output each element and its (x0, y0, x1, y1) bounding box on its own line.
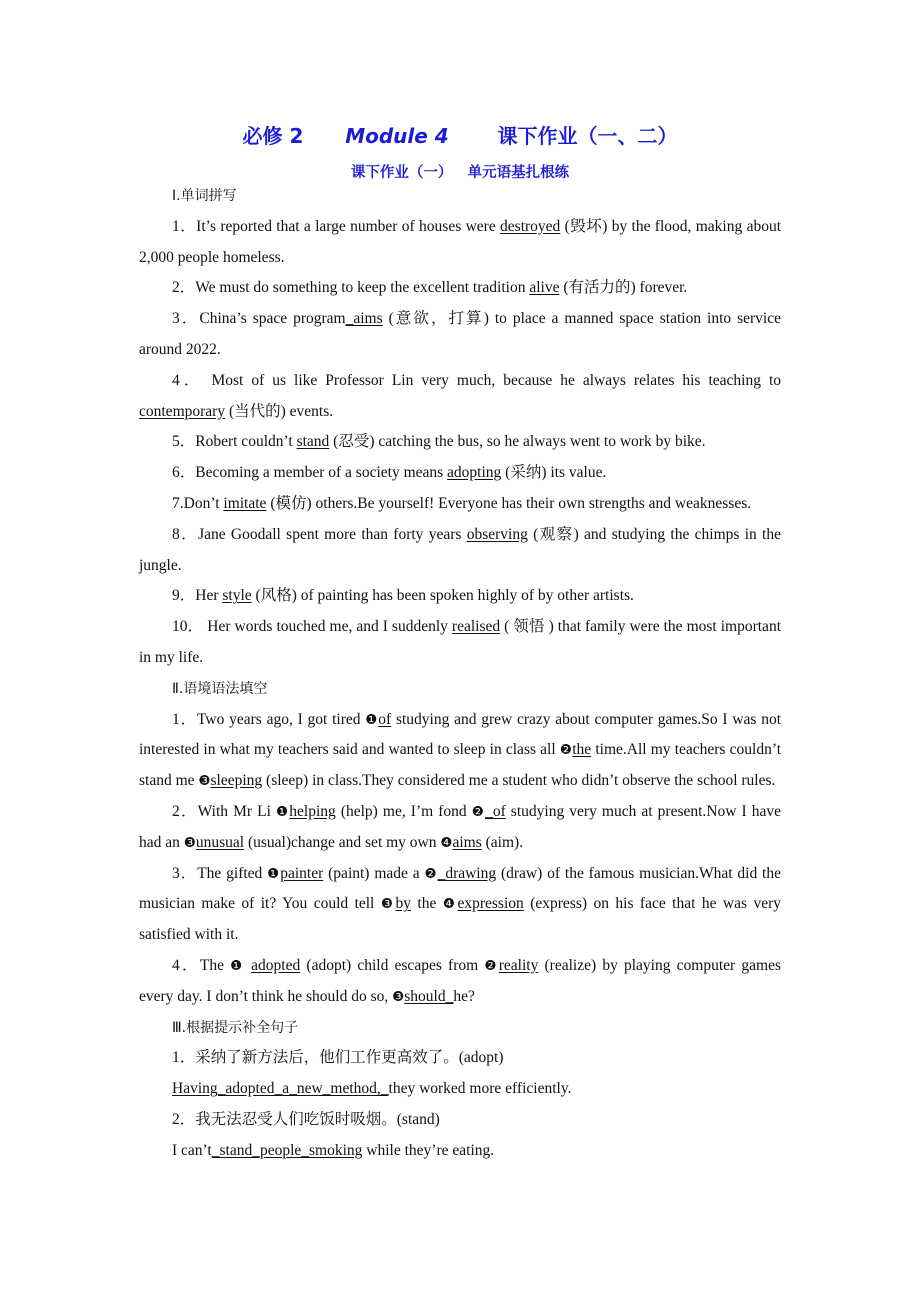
exercise-text: 8．Jane Goodall spent more than forty years (172, 525, 467, 543)
exercise-text: 3．China’s space program (172, 310, 346, 328)
exercise-text: (风格) of painting has been spoken highly of by other artists. (251, 587, 634, 605)
answer-text: by (395, 895, 411, 913)
exercise-text: ( 领悟 ) that family were the most important in my life. (139, 618, 781, 666)
answer-text: alive (529, 279, 560, 297)
exercise-text: time.All my teachers couldn’t stand me (139, 741, 782, 790)
exercise-item (139, 458, 781, 489)
answer-text: aims (452, 833, 482, 851)
exercise-text: 3．The gifted (172, 864, 268, 882)
exercise-item (139, 212, 781, 274)
blank-number-marker: ❶ (267, 865, 281, 882)
exercise-item (139, 797, 781, 859)
exercise-text: 2．We must do something to keep the excellent tradition (172, 279, 530, 297)
answer-text: painter (280, 864, 324, 882)
exercise-item (139, 1136, 781, 1167)
exercise-item (139, 1105, 781, 1136)
answer-text: adopting (447, 464, 502, 482)
exercise-text: 2．我无法忍受人们吃饭时吸烟。(stand) (172, 1110, 440, 1128)
blank-number-marker: ❸ (198, 773, 211, 790)
exercise-text: (意欲，打算) to place a manned space station into service around 2022. (139, 310, 782, 358)
answer-text: imitate (223, 494, 267, 512)
answer-text: observing (466, 525, 528, 543)
answer-text: contemporary (139, 402, 226, 420)
exercise-text: 5．Robert couldn’t (172, 433, 297, 451)
exercise-text: (draw) of the famous musician.What did the musician make of it? You could tell (139, 864, 781, 913)
exercise-text: 7.Don’t (172, 494, 224, 512)
subtitle-homework: 课下作业（一） (350, 165, 453, 181)
exercise-text: (有活力的) forever. (559, 279, 688, 297)
exercise-text: (aim). (481, 833, 524, 851)
blank-number-marker: ❶ (365, 711, 379, 728)
exercise-text: the (410, 895, 443, 913)
exercise-text: he? (453, 987, 475, 1005)
exercise-text: 4．The (172, 956, 231, 974)
title-module: Module 4 (345, 124, 449, 148)
exercise-item (139, 520, 781, 582)
exercise-item (139, 581, 781, 612)
exercise-text: while they’re eating. (362, 1141, 495, 1159)
answer-text: expression (457, 895, 524, 913)
blank-number-marker: ❸ (392, 988, 405, 1005)
exercise-text: they worked more efficiently. (388, 1080, 572, 1098)
blank-number-marker: ❹ (442, 896, 458, 913)
answer-text: adopted (251, 956, 301, 974)
exercise-text: (adopt) child escapes from (300, 956, 485, 974)
blank-number-marker: ❷ (471, 803, 486, 820)
answer-text: reality (498, 956, 539, 974)
answer-text: sleeping (210, 772, 263, 790)
exercise-text: I can’t (172, 1141, 212, 1159)
exercise-text: studying very much at present.Now I have had an (139, 802, 781, 851)
exercise-text: 6．Becoming a member of a society means (172, 464, 448, 482)
exercise-text: 2．With Mr Li (172, 802, 276, 820)
exercise-text: (观察) and studying the chimps in the jungle. (139, 525, 781, 574)
answer-text: of (378, 710, 392, 728)
section-heading: Ⅱ.语境语法填空 (172, 680, 268, 697)
exercise-item (139, 1074, 781, 1105)
exercise-item (139, 273, 781, 304)
exercise-text: (paint) made a (323, 864, 425, 882)
title-homework: 课下作业（一、二） (497, 124, 678, 148)
exercise-item (139, 859, 781, 951)
blank-number-marker: ❸ (183, 834, 196, 851)
answer-text: _drawing (437, 864, 497, 882)
blank-number-marker: ❷ (559, 742, 573, 759)
exercise-text: (sleep) in class.They considered me a student who didn’t observe the school rules. (262, 772, 776, 790)
exercise-text: (realize) by playing computer games every day. I don’t think he should do so, (139, 956, 781, 1005)
exercise-item (139, 489, 781, 520)
answer-text: unusual (195, 833, 245, 851)
exercise-text: (help) me, I’m fond (335, 802, 472, 820)
answer-text: should_ (404, 987, 454, 1005)
exercise-text: 10． Her words touched me, and I suddenly (172, 618, 452, 636)
document-title (0, 120, 920, 149)
blank-number-marker: ❹ (440, 834, 453, 851)
exercise-text: studying and grew crazy about computer games.So I was not interested in what my teachers said and wanted to sleep in class all (139, 710, 781, 759)
exercise-item (139, 612, 781, 674)
exercise-text: (忍受) catching the bus, so he always went to work by bike. (329, 433, 706, 451)
blank-number-marker: ❶ (275, 803, 290, 820)
exercise-item (139, 951, 781, 1013)
exercise-text: (express) on his face that he was very satisfied with it. (139, 895, 782, 944)
exercise-text: 1．It’s reported that a large number of houses were (172, 217, 501, 235)
document-body (139, 181, 781, 1167)
exercise-text: (毁坏) by the flood, making about 2,000 people homeless. (139, 217, 781, 266)
blank-number-marker: ❶ (230, 957, 252, 974)
answer-text: Having_adopted_a_new_method,_ (172, 1080, 389, 1098)
subtitle-topic: 单元语基扎根练 (467, 165, 570, 181)
exercise-text: (采纳) its value. (501, 464, 607, 482)
answer-text: _stand_people_smoking (211, 1141, 363, 1159)
answer-text: destroyed (500, 217, 561, 235)
exercise-text: (模仿) others.Be yourself! Everyone has their own strengths and weaknesses. (266, 494, 752, 512)
answer-text: realised (451, 618, 501, 636)
exercise-text: 4． Most of us like Professor Lin very much, because he always relates his teaching to (172, 371, 781, 389)
answer-text: style (222, 587, 252, 605)
section-heading: Ⅰ.单词拼写 (172, 188, 237, 204)
answer-text: _of (485, 802, 506, 820)
exercise-item (139, 304, 781, 366)
exercise-item (139, 366, 781, 428)
exercise-text: 1．采纳了新方法后，他们工作更高效了。(adopt) (172, 1049, 504, 1067)
blank-number-marker: ❸ (380, 896, 396, 913)
exercise-text: 1．Two years ago, I got tired (172, 710, 366, 728)
blank-number-marker: ❷ (484, 957, 499, 974)
answer-text: _aims (345, 310, 383, 328)
answer-text: stand (296, 433, 330, 451)
answer-text: helping (289, 802, 336, 820)
exercise-item (139, 1043, 781, 1074)
exercise-text: (usual)change and set my own (244, 833, 441, 851)
exercise-text: 9．Her (172, 587, 223, 605)
document-subtitle (0, 161, 920, 182)
blank-number-marker: ❷ (424, 865, 438, 882)
section-heading: Ⅲ.根据提示补全句子 (172, 1019, 299, 1036)
answer-text: the (572, 741, 592, 759)
exercise-item (139, 705, 781, 797)
exercise-text: (当代的) events. (225, 402, 334, 420)
exercise-item (139, 427, 781, 458)
title-book: 必修 2 (242, 124, 304, 148)
